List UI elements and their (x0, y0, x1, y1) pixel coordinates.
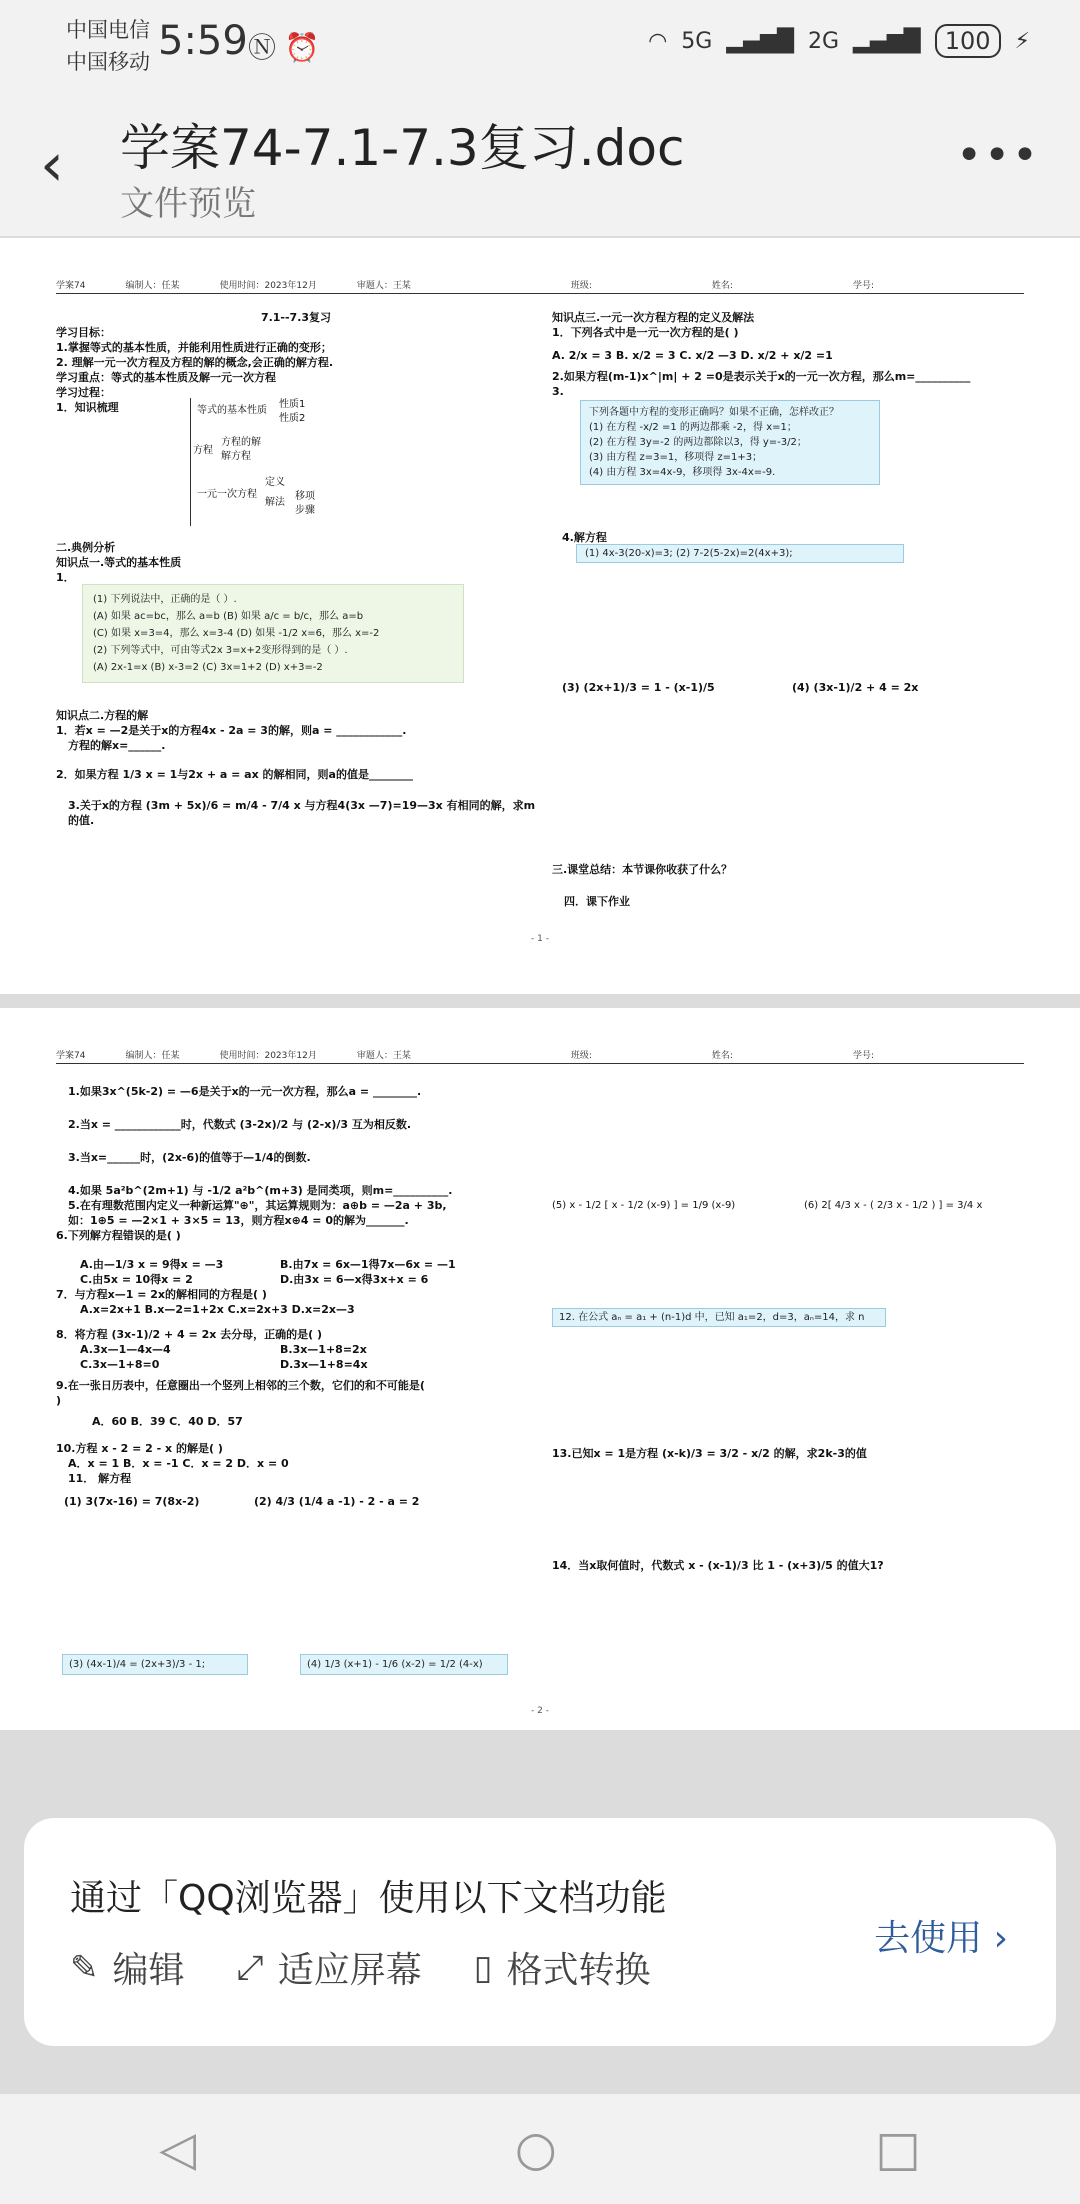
formula-question-box: 12. 在公式 aₙ = a₁ + (n-1)d 中，已知 a₁=2，d=3，aₙ=14，求 n (552, 1308, 886, 1327)
status-icons (248, 26, 320, 66)
question-14: 14．当x取何值时，代数式 x - (x-1)/3 比 1 - (x+3)/5 的值大1? (552, 1559, 884, 1572)
page-header: 学案74 编制人：任某 使用时间：2023年12月 审题人：王某 班级: 姓名: 学号: (56, 278, 1024, 294)
equation-6: (6) 2[ 4/3 x - ( 2/3 x - 1/2 ) ] = 3/4 x (804, 1200, 983, 1211)
file-header (0, 100, 1080, 236)
battery-indicator: 100 (935, 24, 1001, 58)
knowledge-tree: 等式的基本性质 性质1 性质2 方程 方程的解 解方程 一元一次方程 定义 解法 移项 步骤 (190, 398, 370, 526)
home-nav-icon[interactable]: ○ (514, 2121, 557, 2177)
document-icon: ▯ (473, 1947, 493, 1988)
example-box-green: (1) 下列说法中，正确的是（ ）. (A) 如果 ac=bc，那么 a=b (B) 如果 a/c = b/c，那么 a=b (C) 如果 x=3=4，那么 x=3-4 (D) 如果 -1/2 x=6，那么 x=-2 (2) 下列等式中，可由等式2x 3=x+2变形得到的是（ ）. (A) 2x-1=x (B) x-3=2 (C) 3x=1+2 (D) x+3=-2 (82, 584, 464, 683)
solve-eq-3: (3) (2x+1)/3 = 1 - (x-1)/5 (562, 681, 715, 694)
page-header: 学案74 编制人：任某 使用时间：2023年12月 审题人：王某 班级: 姓名: 学号: (56, 1048, 1024, 1064)
signal-5g: 5G (681, 28, 713, 54)
lesson-heading: 7.1--7.3复习 (260, 311, 332, 324)
recents-nav-icon[interactable]: □ (875, 2121, 921, 2177)
solve-eq-4: (4) (3x-1)/2 + 4 = 2x (792, 681, 919, 694)
carrier-info (66, 14, 150, 78)
carrier-1: 中国电信 (66, 18, 150, 42)
feature-list (70, 1942, 650, 1993)
page1-left-column: 7.1--7.3复习 学习目标： 1.掌握等式的基本性质，并能利用性质进行正确的变形； 2. 理解一元一次方程及方程的解的概念,会正确的解方程. 学习重点：等式的基本性质及解一元一次方程 学习过程： 1．知识梳理 (56, 310, 536, 415)
page2-left-column: 1.如果3x^(5k-2) = —6是关于x的一元一次方程，那么a = ________. 2.当x = ____________时，代数式 (3-2x)/2 与 (2-x)/3 互为相反数. 3.当x=______时，(2x-6)的值等于—1/4的倒数. 4.如果 5a²b^(2m+1) 与 -1/2 a²b^(m+3) 是同类项，则m=__________. 5.在有理数范围内定义一种新运算"⊕"，其运算规则为：a⊕b = —2a + 3b, 如：1⊕5 = —2×1 + 3×5 = 13，则方程x⊕4 = 0的解为_______. 6.下列解方程错误的是( ) A.由—1/3 x = 9得x = —3 B.由7x = 6x—1得7x—6x = —1 C.由5x = 10得x = 2 D.由3x = 6—x得3x+x = 6 7．与方程x—1 = 2x的解相同的方程是( ) A.x=2x+1 B.x—2=1+2x C.x=2x+3 D.x=2x—3 8．将方程 (3x-1)/2 + 4 = 2x 去分母，正确的是( ) A.3x—1—4x—4 B.3x—1+8=2x C.3x—1+8=0 D.3x—1+8=4x 9.在一张日历表中，任意圈出一个竖列上相邻的三个数，它们的和不可能是( ) A．60 B．39 C．40 D．57 10.方程 x - 2 = 2 - x 的解是( ) A．x = 1 B．x = -1 C．x = 2 D．x = 0 11． 解方程 (1) 3(7x-16) = 7(8x-2) (2) 4/3 (1/4 a -1) - 2 - a = 2 (56, 1085, 456, 1508)
question-13: 13.已知x = 1是方程 (x-k)/3 = 3/2 - x/2 的解，求2k-3的值 (552, 1447, 867, 1460)
equation-box-4: (4) 1/3 (x+1) - 1/6 (x-2) = 1/2 (4-x) (300, 1654, 508, 1675)
qq-browser-prompt (24, 1818, 1056, 2046)
examples-section: 二.典例分析 知识点一.等式的基本性质 1． (56, 541, 182, 584)
alarm-icon: ⏰ (284, 31, 320, 64)
back-nav-icon[interactable]: ◁ (159, 2121, 197, 2177)
page-number: - 2 - (531, 1706, 549, 1716)
nfc-icon: Ⓝ (248, 31, 277, 64)
class-summary: 三.课堂总结：本节课你收获了什么？ (552, 863, 733, 876)
fit-screen-feature[interactable]: ⤢ 适应屏幕 (236, 1947, 422, 1991)
format-convert-feature[interactable]: ▯ 格式转换 (473, 1947, 651, 1991)
edit-icon: ✎ (70, 1947, 99, 1988)
kp2-section: 知识点二.方程的解 1．若x = —2是关于x的方程4x - 2a = 3的解，则a = ____________. 方程的解x=______. 2．如果方程 1/3 x = 1与2x + a = ax 的解相同，则a的值是________ 3.关于x的方程 (3m + 5x)/6 = m/4 - 7/4 x 与方程4(3x —7)=19—3x 有相同的解，求m的值. (56, 709, 536, 827)
equation-box-3: (3) (4x-1)/4 = (2x+3)/3 - 1; (62, 1654, 248, 1675)
signal-bars-icon: ▂▄▆█ (726, 28, 794, 54)
fit-screen-icon: ⤢ (236, 1947, 264, 1988)
transform-question-box: 下列各题中方程的变形正确吗？如果不正确，怎样改正？ (1) 在方程 -x/2 =1 的两边都乘 -2，得 x=1； (2) 在方程 3y=-2 的两边都除以3，得 y=-3/2； (3) 由方程 z=3=1，移项得 z=1+3； (4) 由方程 3x=4x-9，移项得 3x-4x=-9． (580, 400, 880, 485)
page-number: - 1 - (531, 934, 549, 944)
edit-feature[interactable]: ✎ 编辑 (70, 1947, 185, 1991)
go-use-button[interactable]: 去使用 › (874, 1918, 1008, 1959)
signal-2g: 2G (808, 28, 840, 54)
equation-5: (5) x - 1/2 [ x - 1/2 (x-9) ] = 1/9 (x-9) (552, 1200, 736, 1211)
clock: 5:59 (158, 18, 248, 64)
carrier-2: 中国移动 (66, 50, 150, 74)
file-title: 学案74-7.1-7.3复习.doc (120, 119, 685, 177)
solve-heading: 4.解方程 (562, 531, 607, 544)
signal-bars-icon: ▂▄▆█ (853, 28, 921, 54)
page1-right-column: 知识点三.一元一次方程方程的定义及解法 1．下列各式中是一元一次方程的是( ) A. 2/x = 3 B. x/2 = 3 C. x/2 —3 D. x/2 + x/2 =1 2.如果方程(m-1)x^|m| + 2 =0是表示关于x的一元一次方程，那么m=__________ 3. (552, 311, 971, 398)
charging-icon: ⚡ (1014, 28, 1030, 54)
file-subtitle: 文件预览 (120, 184, 256, 224)
back-icon[interactable]: ‹ (40, 130, 64, 200)
status-bar (0, 0, 1080, 100)
prompt-title: 通过「QQ浏览器」使用以下文档功能 (70, 1878, 667, 1919)
homework-heading: 四．课下作业 (564, 895, 630, 908)
system-nav-bar (0, 2094, 1080, 2204)
solve-equations-box: (1) 4x-3(20-x)=3; (2) 7-2(5-2x)=2(4x+3); (576, 544, 904, 563)
wifi-icon: ◠ (648, 28, 668, 54)
more-icon[interactable]: ••• (956, 130, 1040, 181)
status-right (648, 24, 1030, 58)
document-page-2 (0, 1008, 1080, 1730)
document-page-1 (0, 238, 1080, 994)
